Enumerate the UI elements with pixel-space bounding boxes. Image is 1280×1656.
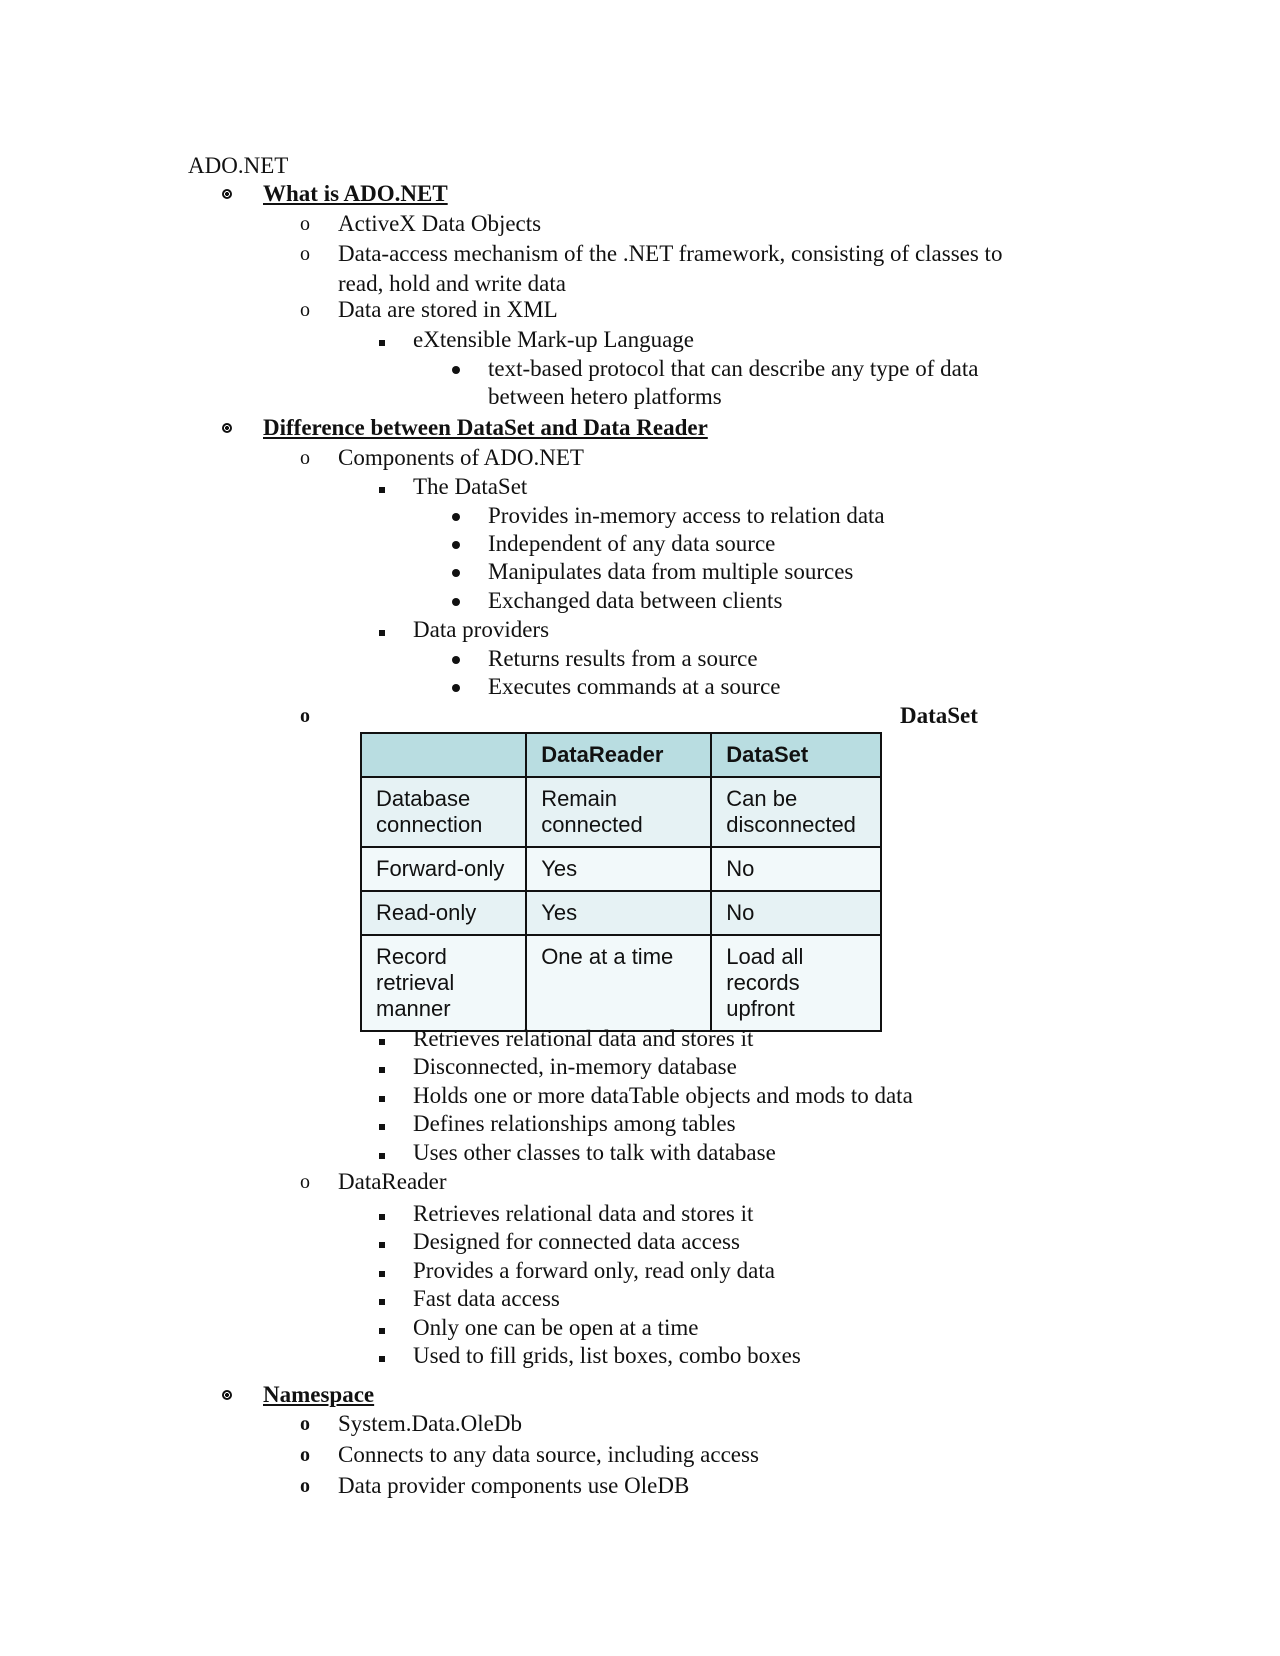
dataset-heading: DataSet [900,703,978,728]
table-cell: Read-only [361,891,526,935]
table-cell: No [711,847,881,891]
square-bullet-icon [379,1328,385,1334]
bullet-icon [222,189,232,199]
table-row [361,891,881,935]
list-item: Provides a forward only, read only data [413,1258,775,1283]
table-cell: Database connection [361,777,526,847]
square-bullet-icon [379,1096,385,1102]
circle-bullet-icon: o [300,1444,310,1466]
circle-bullet-icon: o [300,243,310,265]
square-bullet-icon [379,630,385,636]
table-header-cell: DataReader [526,733,711,777]
list-item-continuation: read, hold and write data [338,271,566,296]
circle-bullet-icon: o [300,1171,310,1193]
table-header-row [361,733,881,777]
table-cell: Remain connected [526,777,711,847]
document-title: ADO.NET [188,153,289,178]
list-item: Data providers [413,617,550,642]
dot-bullet-icon [452,569,460,577]
table-row [361,935,881,1031]
circle-bullet-icon: o [300,213,310,235]
square-bullet-icon [379,1153,385,1159]
list-item: Used to fill grids, list boxes, combo boxes [413,1343,801,1368]
dot-bullet-icon [452,366,460,374]
bullet-icon [222,1390,232,1400]
section-heading-what-is: What is ADO.NET [263,181,448,206]
dot-bullet-icon [452,541,460,549]
list-item: Retrieves relational data and stores it [413,1201,754,1226]
square-bullet-icon [379,1299,385,1305]
table-cell: Can be disconnected [711,777,881,847]
section-heading-namespace: Namespace [263,1382,375,1407]
list-item: eXtensible Mark-up Language [413,327,695,352]
list-item: Retrieves relational data and stores it [413,1026,754,1051]
list-item: Returns results from a source [488,646,758,671]
list-item: Provides in-memory access to relation data [488,503,885,528]
list-item: Holds one or more dataTable objects and mods to data [413,1083,913,1108]
square-bullet-icon [379,1271,385,1277]
bullet-icon [222,423,232,433]
list-item: Designed for connected data access [413,1229,740,1254]
list-item: text-based protocol that can describe any type of data [488,356,979,381]
square-bullet-icon [379,1039,385,1045]
list-item: Connects to any data source, including access [338,1442,759,1467]
table-cell: No [711,891,881,935]
square-bullet-icon [379,1124,385,1130]
section-heading-difference: Difference between DataSet and Data Reader [263,415,708,440]
table-cell: Load all records upfront [711,935,881,1031]
list-item-continuation: between hetero platforms [488,384,722,409]
dot-bullet-icon [452,598,460,606]
table-cell: Forward-only [361,847,526,891]
table-header-cell [361,733,526,777]
dot-bullet-icon [452,684,460,692]
list-item: Manipulates data from multiple sources [488,559,854,584]
list-item: Data are stored in XML [338,297,558,322]
list-item: The DataSet [413,474,528,499]
list-item: Fast data access [413,1286,560,1311]
list-item: Data provider components use OleDB [338,1473,690,1498]
table-cell: Record retrieval manner [361,935,526,1031]
list-item: Independent of any data source [488,531,776,556]
list-item: Defines relationships among tables [413,1111,736,1136]
list-item: Uses other classes to talk with database [413,1140,776,1165]
square-bullet-icon [379,1067,385,1073]
table-row [361,777,881,847]
list-item: ActiveX Data Objects [338,211,542,236]
square-bullet-icon [379,1214,385,1220]
circle-bullet-icon: o [300,1475,310,1497]
circle-bullet-icon: o [300,447,310,469]
circle-bullet-icon: o [300,299,310,321]
dot-bullet-icon [452,656,460,664]
square-bullet-icon [379,1356,385,1362]
table-row [361,847,881,891]
list-item: DataReader [338,1169,447,1194]
list-item: Only one can be open at a time [413,1315,699,1340]
comparison-table [360,732,882,1032]
table-cell: Yes [526,847,711,891]
list-item: Components of ADO.NET [338,445,584,470]
list-item: Data-access mechanism of the .NET framework, consisting of classes to [338,241,1003,266]
dot-bullet-icon [452,513,460,521]
square-bullet-icon [379,1242,385,1248]
list-item: Disconnected, in-memory database [413,1054,737,1079]
table-header-cell: DataSet [711,733,881,777]
circle-bullet-icon: o [300,1413,310,1435]
table-cell: Yes [526,891,711,935]
square-bullet-icon [379,487,385,493]
list-item: Exchanged data between clients [488,588,783,613]
circle-bullet-icon: o [300,705,310,727]
list-item: System.Data.OleDb [338,1411,522,1436]
square-bullet-icon [379,340,385,346]
list-item: Executes commands at a source [488,674,781,699]
table-cell: One at a time [526,935,711,1031]
